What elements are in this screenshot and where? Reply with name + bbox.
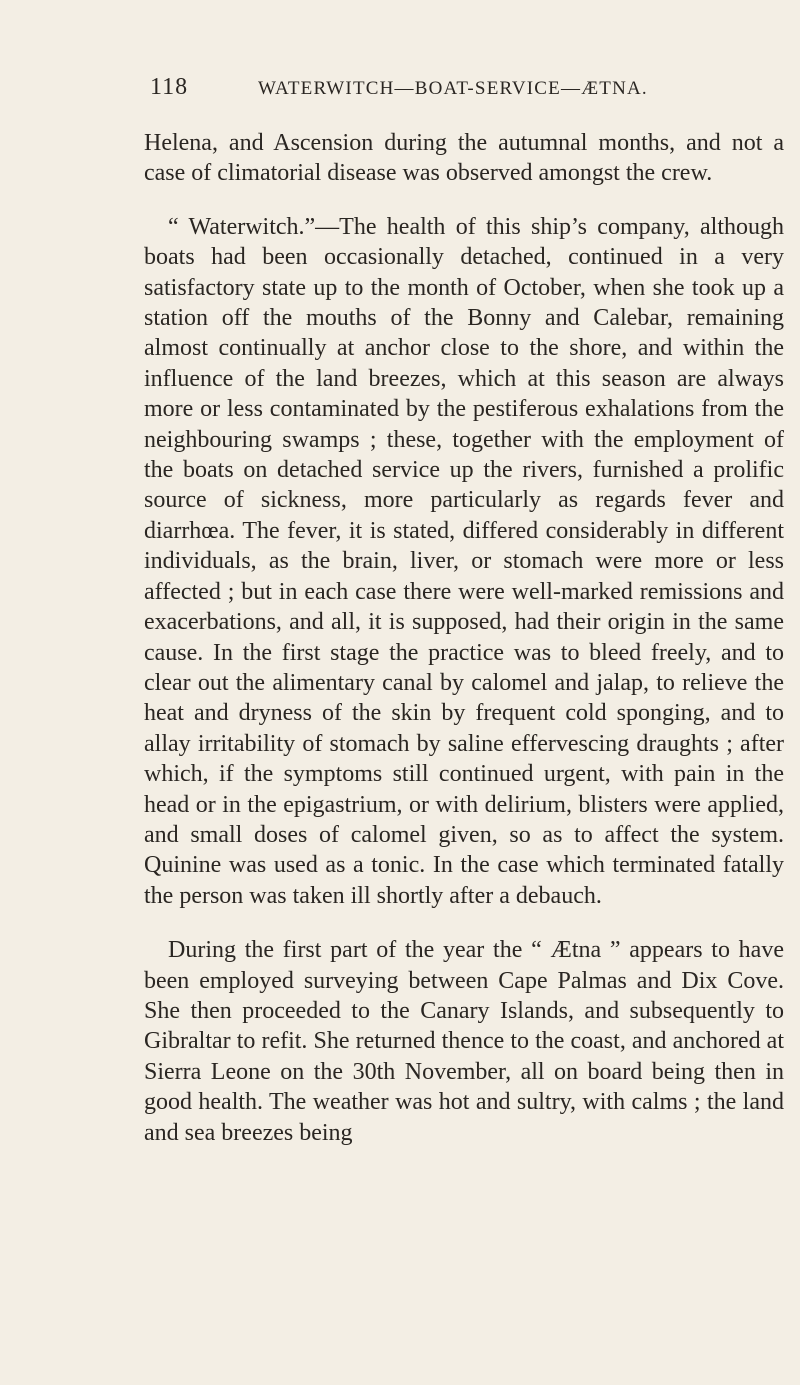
- page-header: [150, 74, 800, 110]
- paragraph: Helena, and Ascension during the autumnal months, and not a case of climatorial disease was observed amongst the crew.: [144, 130, 784, 187]
- paragraph: “ Waterwitch.”—The health of this ship’s company, although boats had been occasionally detached, continued in a very satisfactory state up to the month of October, when she took up a station off the mouths of the Bonny and Calebar, remaining almost continually at anchor close to the shore, and within the influence of the land breezes, which at this season are always more or less contaminated by the pestiferous exhalations from the neighbouring swamps ; these, together with the employment of the boats on detached service up the rivers, furnished a prolific source of sickness, more particularly as regards fever and diarrhœa. The fever, it is stated, differed considerably in different individuals, as the brain, liver, or stomach were more or less affected ; but in each case there were well-marked remissions and exacerbations, and all, it is supposed, had their origin in the same cause. In the first stage the practice was to bleed freely, and to clear out the alimentary canal by calomel and jalap, to relieve the heat and dryness of the skin by frequent cold sponging, and to allay irritability of stomach by saline effervescing draughts ; after which, if the symptoms still continued urgent, with pain in the head or in the epigastrium, or with delirium, blisters were applied, and small doses of calomel given, so as to affect the system. Quinine was used as a tonic. In the case which terminated fatally the person was taken ill shortly after a debauch.: [144, 213, 784, 909]
- running-head: WATERWITCH—BOAT-SERVICE—ÆTNA.: [258, 78, 648, 99]
- page-number: 118: [150, 74, 189, 100]
- body-text: [144, 128, 784, 1148]
- paragraph: During the first part of the year the “ Ætna ” appears to have been employed surveying between Cape Palmas and Dix Cove. She then proceeded to the Canary Islands, and subsequently to Gibraltar to refit. She returned thence to the coast, and anchored at Sierra Leone on the 30th November, all on board being then in good health. The weather was hot and sultry, with calms ; the land and sea breezes being: [144, 937, 784, 1146]
